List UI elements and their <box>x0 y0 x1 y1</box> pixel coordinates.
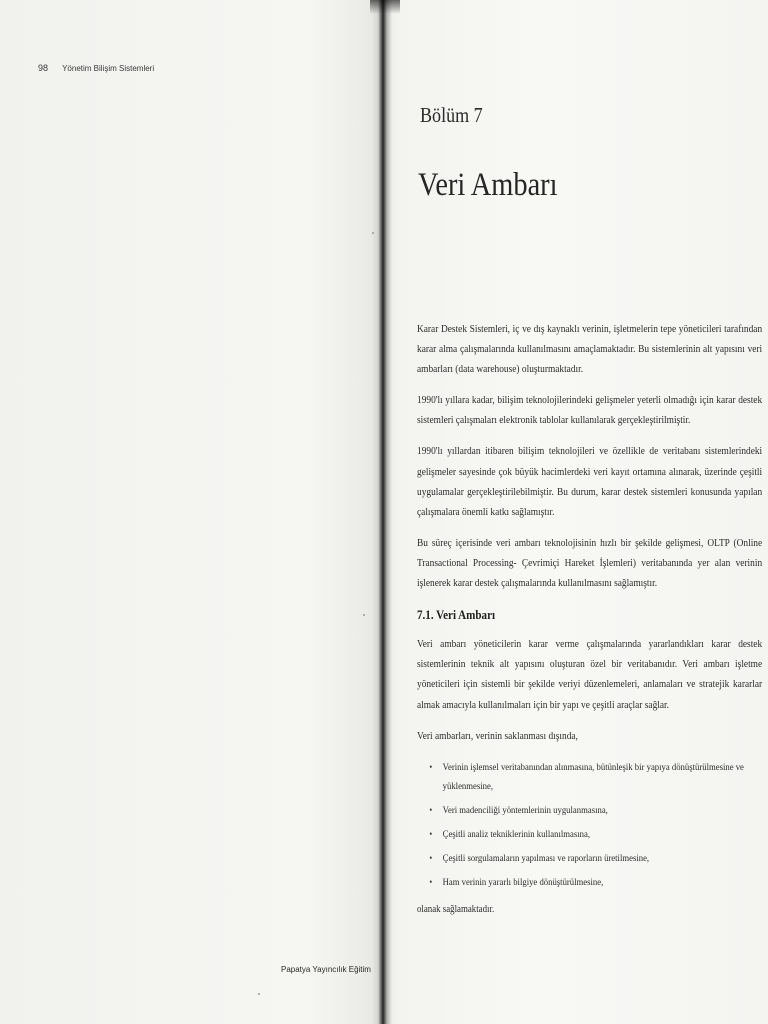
section-paragraph: Veri ambarı yöneticilerin karar verme çalışmalarında yararlandıkları karar destek sistemlerinin teknik alt yapısını oluşturan özel bir veritabanıdır. Veri ambarı işletme yöneticileri için sistemli bir şekilde veriyi düzenlemeleri, anlamaları ve stratejik kararlar almak amacıyla kullanılmaları için bir yapı ve çeşitli araçlar sağlar. <box>417 639 763 711</box>
left-page-footer: Papatya Yayıncılık Eğitim <box>281 965 371 974</box>
bullet-icon: • <box>429 761 433 772</box>
left-running-header <box>38 63 154 73</box>
paragraph: 1990'lı yıllardan itibaren bilişim teknolojileri ve özellikle de veritabanı sistemlerindeki gelişmeler sayesinde çok büyük hacimlerdeki veri kayıt ortamına alınarak, üzerinde çeşitli uygulamalar gerçekleştirilebilmiştir. Bu durum, karar destek sistemleri konusunda yapılan çalışmalara önemli katkı sağlamıştır. <box>417 446 763 518</box>
list-item-text: Ham verinin yararlı bilgiye dönüştürülmesine, <box>442 876 604 888</box>
chapter-title: Veri Ambarı <box>418 167 558 203</box>
paper-speck <box>258 993 260 995</box>
list-item <box>426 801 762 820</box>
left-page-number: 98 <box>38 63 49 73</box>
list-item-text: Çeşitli analiz tekniklerinin kullanılmasına, <box>442 828 591 840</box>
paragraph: Karar Destek Sistemleri, iç ve dış kaynaklı verinin, işletmelerin tepe yöneticileri tarafından karar alma çalışmalarında kullanılmasını amaçlamaktadır. Bu sistemlerinin alt yapısını veri ambarları (data warehouse) oluşturmaktadır. <box>417 324 763 376</box>
bullet-icon: • <box>429 828 433 839</box>
closing-sentence: olanak sağlamaktadır. <box>417 903 495 915</box>
list-item-text: Veri madenciliği yöntemlerinin uygulanmasına, <box>442 804 608 816</box>
section-heading: 7.1. Veri Ambarı <box>417 608 496 623</box>
section-paragraph: Veri ambarları, verinin saklanması dışında, <box>417 730 578 742</box>
paper-speck <box>363 614 365 616</box>
paragraph: Bu süreç içerisinde veri ambarı teknolojisinin hızlı bir şekilde gelişmesi, OLTP (Online Transactional Processing- Çevrimiçi Hareket İşlemleri) veritabanında yer alan verinin işlenerek karar destek çalışmalarında kullanılmasını sağlamıştır. <box>417 537 763 590</box>
bullet-icon: • <box>429 804 433 815</box>
book-gutter <box>372 0 392 1024</box>
right-page-body <box>417 320 762 931</box>
list-item <box>426 758 762 796</box>
list-item-text: Çeşitli sorgulamaların yapılması ve raporların üretilmesine, <box>442 852 650 864</box>
list-item <box>426 873 762 892</box>
list-item <box>426 849 762 868</box>
bullet-list <box>417 758 762 892</box>
chapter-label: Bölüm 7 <box>420 103 483 127</box>
paragraph: 1990'lı yıllara kadar, bilişim teknolojilerindeki gelişmeler yeterli olmadığı için karar destek sistemleri çalışmaları elektronik tablolar kullanılarak gerçekleştirilmiştir. <box>417 395 763 427</box>
left-header-title: Yönetim Bilişim Sistemleri <box>62 64 155 73</box>
bullet-icon: • <box>429 852 433 863</box>
list-item <box>426 825 762 844</box>
list-item-text: Verinin işlemsel veritabanından alınmasına, bütünleşik bir yapıya dönüştürülmesine ve yüklenmesine, <box>442 761 744 792</box>
paper-speck <box>372 232 374 234</box>
bullet-icon: • <box>429 876 433 887</box>
